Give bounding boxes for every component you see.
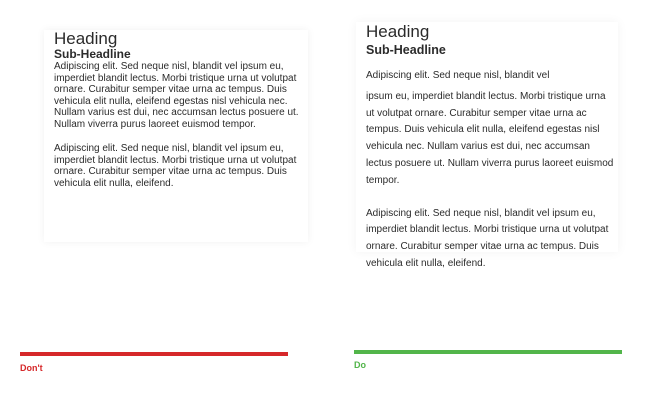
do-heading: Heading [366, 22, 430, 41]
do-paragraph-3: Adipiscing elit. Sed neque nisl, blandit vel ipsum eu, imperdiet blandit lectus. Morbi tristique urna ut volutpat ornare. Curabitur semper vitae urna ac tempus. Duis vehicula elit nulla, eleifend. [366, 207, 609, 269]
dont-example-card [44, 30, 308, 242]
do-paragraph-1: Adipiscing elit. Sed neque nisl, blandit vel [366, 70, 550, 81]
dont-paragraph-1: Adipiscing elit. Sed neque nisl, blandit vel ipsum eu, imperdiet blandit lectus. Morbi tristique urna ut volutpat ornare. Curabitur semper vitae urna ac tempus. Duis vehicula elit nulla, eleifend egestas nisl vehicula nec. Nullam varius est dui, nec accumsan lectus posuere ut. Nullam viverra purus laoreet euismod tempor. [54, 61, 299, 130]
do-example-card [356, 22, 618, 269]
do-label: Do [354, 360, 366, 370]
dont-paragraph-2: Adipiscing elit. Sed neque nisl, blandit vel ipsum eu, imperdiet blandit lectus. Morbi tristique urna ut volutpat ornare. Curabitur semper vitae urna ac tempus. Duis vehicula elit nulla, eleifend. [54, 143, 297, 189]
dont-heading: Heading [54, 29, 118, 48]
do-indicator-bar [354, 350, 622, 354]
do-subheadline: Sub-Headline [366, 43, 446, 57]
dont-subheadline: Sub-Headline [54, 47, 131, 61]
do-paragraph-2: ipsum eu, imperdiet blandit lectus. Morbi tristique urna ut volutpat ornare. Curabitur semper vitae urna ac tempus. Duis vehicula elit nulla, eleifend egestas nisl vehicula nec. Nullam varius est dui, nec accumsan lectus posuere ut. Nullam viverra purus laoreet euismod tempor. [366, 90, 614, 186]
dont-indicator-bar [20, 352, 288, 356]
dont-label: Don't [20, 363, 43, 373]
